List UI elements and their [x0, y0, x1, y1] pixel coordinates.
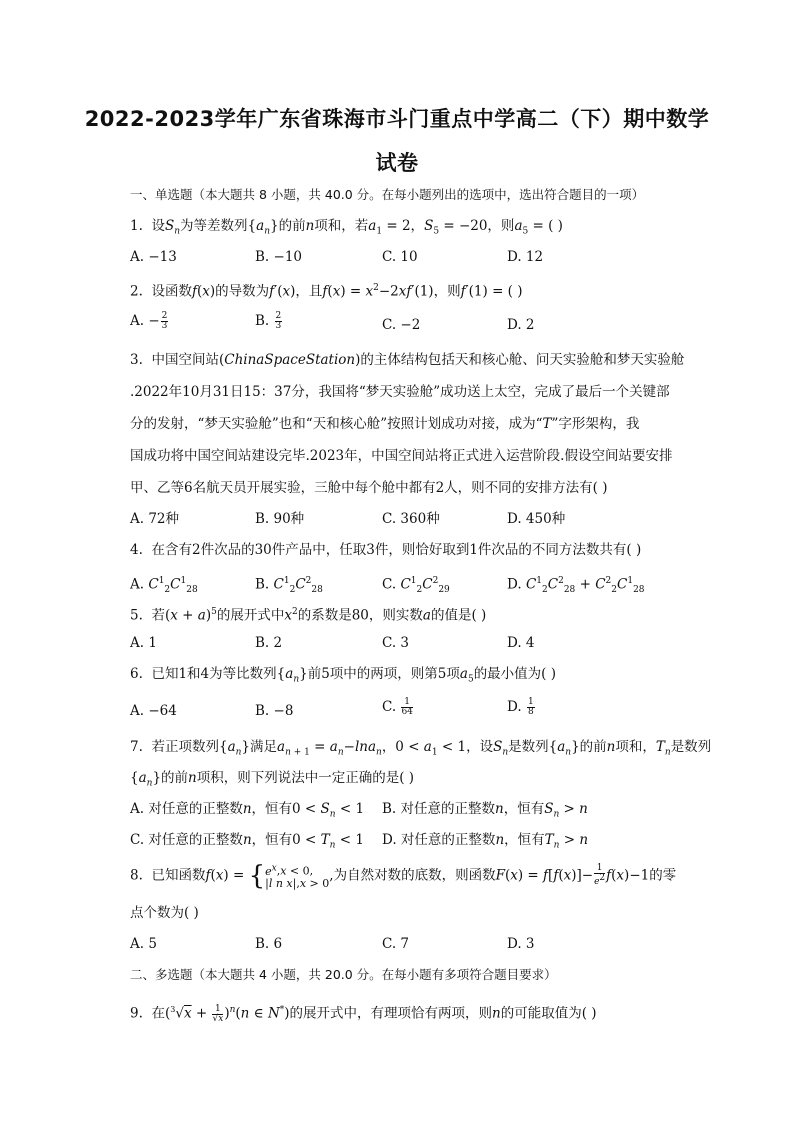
option-b: B. $\frac{2}{3}$	[255, 311, 282, 331]
option-c: C. −2	[382, 317, 421, 333]
question-number: 5.	[130, 607, 143, 624]
question-number: 4.	[130, 542, 143, 558]
option-c: C. 对任意的正整数n，恒有$0 < T_n < 1$	[130, 832, 364, 851]
option-d: D. 4	[507, 635, 535, 651]
option-c: C. 7	[382, 936, 410, 952]
question-5: 5. 若$(x + a)^5$的展开式中$x^2$的系数是80，则实数a的值是( )	[130, 607, 487, 624]
page-title-cont: 试卷	[375, 151, 419, 175]
option-b: B. 6	[255, 936, 283, 952]
question-8-line-2: 点个数为( )	[130, 905, 199, 921]
option-a: A. 对任意的正整数n，恒有$0 < S_n < 1$	[130, 801, 365, 820]
option-a: A. −13	[130, 249, 177, 265]
option-a: A. 1	[130, 635, 157, 651]
question-4: 4. 在含有2件次品的30件产品中，任取3件，则恰好取到1件次品的不同方法数共有( )	[130, 542, 642, 558]
option-a: A. 5	[130, 936, 157, 952]
question-number: 6.	[130, 666, 143, 682]
question-3-line-4: 国成功将中国空间站建设完毕.2023年，中国空间站将正式进入运营阶段.假设空间站要安排	[130, 448, 673, 464]
question-number: 8.	[130, 867, 143, 884]
option-d: D. 2	[507, 317, 535, 333]
question-number: 1.	[130, 218, 143, 234]
question-7-line-2: $\{a_n\}$的前n项积，则下列说法中一定正确的是( )	[130, 770, 415, 789]
option-c: C. $C^1_2C^2_{29}$	[382, 576, 450, 596]
section-heading-single-choice: 一、单选题（本大题共 8 小题，共 40.0 分。在每小题列出的选项中，选出符合题目的一项）	[130, 187, 645, 202]
question-8: 8. 已知函数f(x) = { $e^x,x < 0$, |l n x|,x > 0 ,为自然对数的底数，则函数F(x) = f[f(x)]− $\frac{1}{e^2}$ f(x)−1的零	[130, 860, 677, 891]
question-3-line-2: .2022年10月31日15：37分，我国将“梦天实验舱”成功送上太空，完成了最后一个关键部	[130, 384, 670, 400]
option-c: C. $\frac{1}{64}$	[382, 697, 413, 717]
option-a: A. 72种	[130, 511, 180, 527]
option-c: C. 10	[382, 249, 418, 265]
option-d: D. 12	[507, 249, 544, 265]
option-b: B. −10	[255, 249, 302, 265]
option-d: D. $C^1_2C^2_{28} + C^2_2C^1_{28}$	[507, 576, 645, 596]
option-d: D. 3	[507, 936, 535, 952]
question-2: 2. 设函数f(x)的导数为f′(x)，且$f(x) = x^2-2xf'(1)$，则f′(1) = ( )	[130, 283, 523, 300]
question-3: 3. 中国空间站(ChinaSpaceStation)的主体结构包括天和核心舱、问天实验舱和梦天实验舱	[130, 352, 685, 368]
option-a: A. − $\frac{2}{3}$	[130, 311, 168, 331]
question-number: 3.	[130, 352, 143, 368]
question-number: 9.	[130, 1005, 143, 1022]
option-b: B. −8	[255, 703, 294, 719]
option-a: A. $C^1_2C^1_{28}$	[130, 576, 198, 596]
option-b: B. 90种	[255, 511, 305, 527]
page-title: 2022-2023学年广东省珠海市斗门重点中学高二（下）期中数学	[84, 107, 710, 131]
option-d: D. 450种	[507, 511, 566, 527]
option-c: C. 3	[382, 635, 410, 651]
option-b: B. 2	[255, 635, 283, 651]
option-d: D. $\frac{1}{8}$	[507, 697, 534, 717]
question-3-line-3: 分的发射，“梦天实验舱”也和“天和核心舱”按照计划成功对接，成为“T”字形架构，我	[130, 416, 640, 432]
section-heading-multi-choice: 二、多选题（本大题共 4 小题，共 20.0 分。在每小题有多项符合题目要求）	[130, 967, 557, 982]
question-number: 2.	[130, 283, 143, 300]
question-1: 1. 设$S_n$为等差数列$\{a_n\}$的前n项和，若$a_1 = 2$，$S_5 = -20$，则$a_5$ = ( )	[130, 218, 563, 237]
question-7: 7. 若正项数列$\{a_n\}$满足$a_{n + 1} = a_n-\ln a_n$，$0 < a_1 < 1$，设$S_n$是数列$\{a_n\}$的前n项和，$T_n$是数列	[130, 739, 712, 758]
question-9: 9. 在($^3$√x + $\frac{1}{√x}$ )$^n$(n ∈ N*)的展开式中，有理项恰有两项，则n的可能取值为( )	[130, 1003, 597, 1024]
question-6: 6. 已知1和4为等比数列$\{a_n\}$前5项中的两项，则第5项$a_5$的最小值为( )	[130, 666, 557, 685]
question-3-line-5: 甲、乙等6名航天员开展实验，三舱中每个舱中都有2人，则不同的安排方法有( )	[130, 480, 608, 496]
option-b: B. 对任意的正整数n，恒有$S_n > n$	[382, 801, 588, 820]
question-number: 7.	[130, 739, 143, 755]
option-d: D. 对任意的正整数n，恒有$T_n > n$	[382, 832, 589, 851]
option-b: B. $C^1_2C^2_{28}$	[255, 576, 323, 596]
option-a: A. −64	[130, 703, 177, 719]
option-c: C. 360种	[382, 511, 440, 527]
